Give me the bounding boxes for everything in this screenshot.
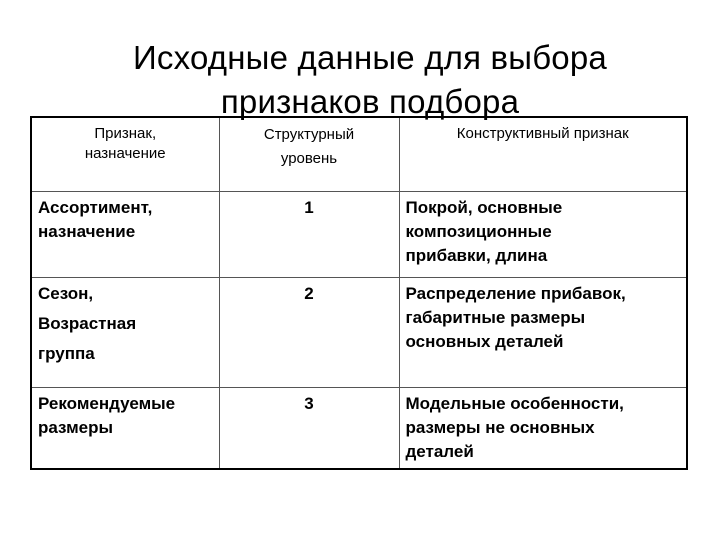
row-1-level-cell — [219, 191, 399, 277]
header-feature-label: Конструктивный признак — [456, 125, 629, 142]
slide-title — [60, 36, 680, 124]
table-row — [31, 191, 687, 277]
row-3-level-cell — [219, 387, 399, 469]
selection-criteria-table — [30, 116, 688, 470]
row-1-attribute: Ассортимент, назначение — [38, 197, 153, 241]
row-2-level: 2 — [304, 283, 314, 303]
row-3-attribute-cell — [31, 387, 219, 469]
slide-title-line-1: Исходные данные для выбора — [133, 39, 607, 76]
row-3-level: 3 — [304, 393, 314, 413]
row-3-feature-cell — [399, 387, 687, 469]
row-2-level-cell — [219, 277, 399, 387]
row-3-feature: Модельные особенности, размеры не основных деталей — [405, 393, 624, 461]
row-1-feature-cell — [399, 191, 687, 277]
slide-title-line-2: признаков подбора — [220, 83, 520, 120]
header-cell-feature — [399, 117, 687, 191]
row-1-level: 1 — [304, 197, 314, 217]
row-2-attribute-cell — [31, 277, 219, 387]
table-header-row — [31, 117, 687, 191]
table-row — [31, 387, 687, 469]
header-cell-level — [219, 117, 399, 191]
header-level-label: Структурный уровень — [263, 126, 355, 167]
row-3-attribute: Рекомендуемые размеры — [38, 393, 176, 437]
table-row — [31, 277, 687, 387]
row-2-feature-cell — [399, 277, 687, 387]
header-cell-attribute — [31, 117, 219, 191]
header-attribute-label: Признак, назначение — [84, 125, 166, 162]
row-2-attribute: Сезон, Возрастная группа — [38, 283, 137, 363]
row-1-attribute-cell — [31, 191, 219, 277]
row-1-feature: Покрой, основные композиционные прибавки, длина — [405, 197, 563, 265]
row-2-feature: Распределение прибавок, габаритные размеры основных деталей — [405, 283, 626, 351]
